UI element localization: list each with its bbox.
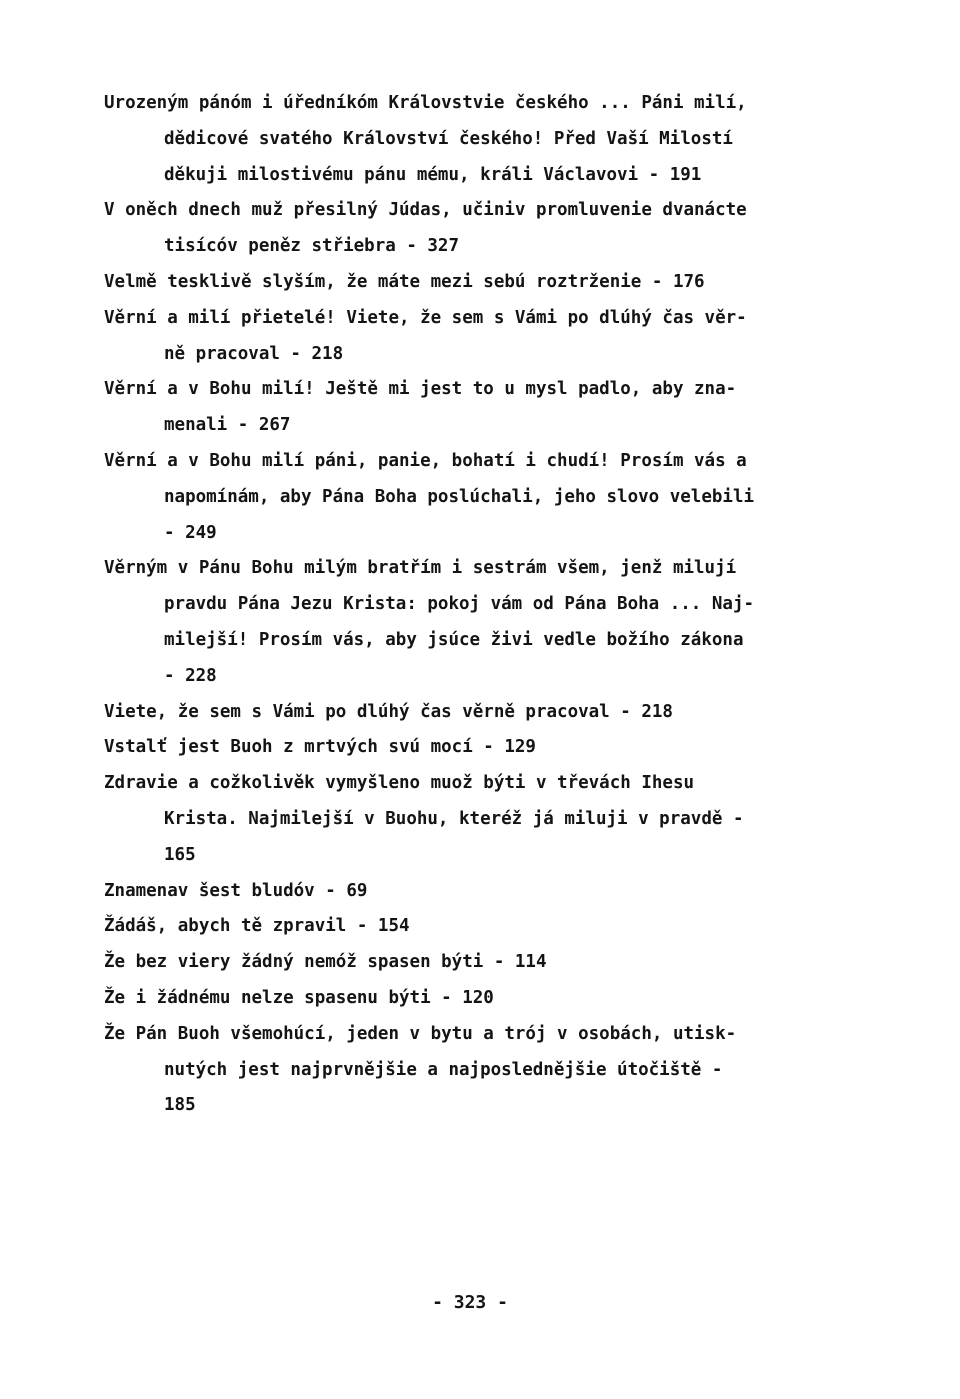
index-entry <box>104 86 874 193</box>
entry-line: - 249 <box>164 522 217 543</box>
entry-line: napomínám, aby Pána Boha poslúchali, jeho slovo velebili <box>164 486 755 507</box>
index-entry <box>104 730 874 766</box>
entry-line: ně pracoval - 218 <box>164 343 344 364</box>
entry-line: Krista. Najmilejší v Buohu, kteréž já miluji v pravdě - <box>164 808 744 829</box>
entry-line: Vstalť jest Buoh z mrtvých svú mocí - 129 <box>104 737 536 758</box>
index-entry <box>104 193 874 265</box>
entry-line: Žádáš, abych tě zpravil - 154 <box>104 916 410 937</box>
page-number: - 323 - <box>432 1292 508 1313</box>
index-entry <box>104 1017 874 1124</box>
entry-line: Věrní a v Bohu milí páni, panie, bohatí i chudí! Prosím vás a <box>104 450 747 471</box>
entry-line: 165 <box>164 844 196 865</box>
index-entry <box>104 265 874 301</box>
entry-line: Že Pán Buoh všemohúcí, jeden v bytu a trój v osobách, utisk- <box>104 1023 737 1044</box>
index-entry <box>104 766 874 873</box>
index-entry <box>104 695 874 731</box>
entry-line: V oněch dnech muž přesilný Júdas, učiniv promluvenie dvanácte <box>104 200 747 221</box>
entry-line: 185 <box>164 1095 196 1116</box>
index-entry <box>104 444 874 551</box>
index-entry <box>104 874 874 910</box>
entry-line: milejší! Prosím vás, aby jsúce živi vedle božího zákona <box>164 629 744 650</box>
entry-line: Že bez viery žádný nemóž spasen býti - 114 <box>104 952 547 973</box>
entry-line: Věrní a milí přietelé! Viete, že sem s Vámi po dlúhý čas věr- <box>104 307 747 328</box>
entry-line: dědicové svatého Království českého! Před Vaší Milostí <box>164 128 733 149</box>
entry-line: tisícóv peněz střiebra - 327 <box>164 236 460 257</box>
entry-line: Věrným v Pánu Bohu milým bratřím i sestrám všem, jenž milují <box>104 558 737 579</box>
index-entry <box>104 301 874 373</box>
entry-line: Že i žádnému nelze spasenu býti - 120 <box>104 987 494 1008</box>
entry-line: menali - 267 <box>164 415 291 436</box>
entry-line: Zdravie a cožkolivěk vymyšleno muož býti v třevách Ihesu <box>104 773 695 794</box>
entry-line: Viete, že sem s Vámi po dlúhý čas věrně pracoval - 218 <box>104 701 673 722</box>
index-entry <box>104 945 874 981</box>
index-list <box>104 86 874 1124</box>
entry-line: nutých jest najprvnějšie a najposlednějšie útočiště - <box>164 1059 723 1080</box>
index-entry <box>104 909 874 945</box>
entry-line: Znamenav šest bludóv - 69 <box>104 880 368 901</box>
index-entry <box>104 551 874 694</box>
entry-line: děkuji milostivému pánu mému, králi Václavovi - 191 <box>164 164 702 185</box>
index-entry <box>104 372 874 444</box>
entry-line: - 228 <box>164 665 217 686</box>
entry-line: pravdu Pána Jezu Krista: pokoj vám od Pána Boha ... Naj- <box>164 594 755 615</box>
entry-line: Věrní a v Bohu milí! Ještě mi jest to u mysl padlo, aby zna- <box>104 379 737 400</box>
entry-line: Urozeným pánóm i úředníkóm Královstvie českého ... Páni milí, <box>104 93 747 113</box>
index-entry <box>104 981 874 1017</box>
entry-line: Velmě tesklivě slyším, že máte mezi sebú roztrženie - 176 <box>104 271 705 292</box>
